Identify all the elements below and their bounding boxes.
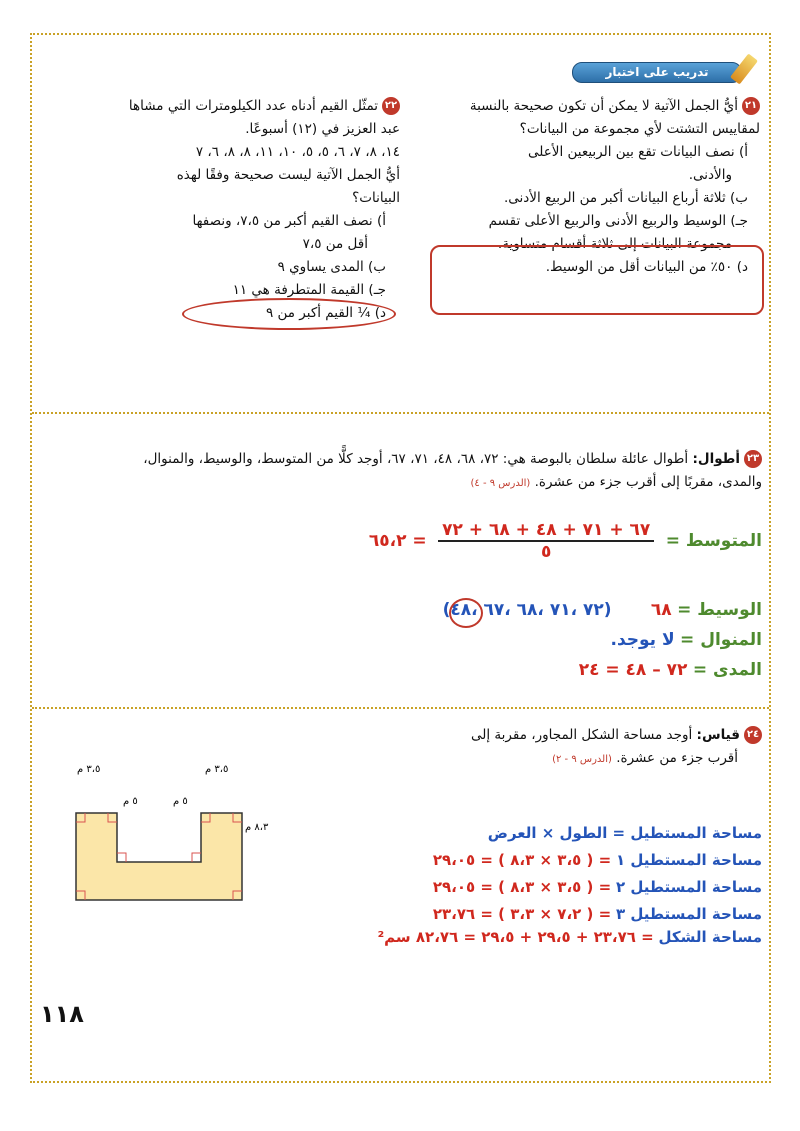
total-area-value: = ٢٣،٧٦ + ٢٩،٥ + ٢٩،٥ = ٨٢،٧٦ سم² <box>377 928 654 946</box>
question-number: ٢١ <box>742 97 760 115</box>
mean-value: = ٦٥،٢ <box>368 531 427 551</box>
range-line <box>300 660 762 680</box>
q24-title: قياس: <box>696 727 740 743</box>
q22-question-1: أيُّ الجمل الآتية ليست صحيحة وفقًا لهذه <box>176 167 400 183</box>
question-24 <box>300 724 762 771</box>
q21-option-d: د) ٥٠٪ من البيانات أقل من الوسيط. <box>545 259 748 275</box>
q21-option-a-1: أ) نصف البيانات تقع بين الربيعين الأعلى <box>527 144 748 160</box>
badge-label: تدريب على اختبار <box>572 62 742 83</box>
section-divider <box>32 412 769 414</box>
lesson-ref: (الدرس ٩ - ٢) <box>552 754 612 765</box>
q21-option-c-2: مجموعة البيانات إلى ثلاثة أقسام متساوية. <box>497 236 732 252</box>
mode-label: المنوال = <box>680 630 762 650</box>
q22-option-a-1: أ) نصف القيم أكبر من ٧،٥، ونصفها <box>192 213 386 229</box>
area-rect-1-value: = ( ٣،٥ × ٨،٣ ) = ٢٩،٠٥ <box>432 851 612 869</box>
mode-value: لا يوجد. <box>610 630 675 650</box>
question-number: ٢٣ <box>744 450 762 468</box>
median-line <box>300 600 762 620</box>
u-shape-drawing <box>75 812 245 902</box>
lesson-ref: (الدرس ٩ - ٤) <box>470 478 531 489</box>
area-rect-3-label: مساحة المستطيل ٣ <box>615 905 762 923</box>
total-area-line <box>40 928 762 946</box>
median-highlight <box>449 598 483 628</box>
fig-inner-left-label: ٥ م <box>123 796 138 807</box>
mean-fraction <box>438 520 654 562</box>
question-number: ٢٤ <box>744 726 762 744</box>
q22-stem-1: تمثّل القيم أدناه عدد الكيلومترات التي مشاها <box>128 98 378 114</box>
total-area-label: مساحة الشكل <box>658 928 762 946</box>
mean-denominator: ٥ <box>541 542 552 562</box>
median-list: (٧٢ ،٧١ ،٦٨ ،٦٧ ،٤٨) <box>442 600 612 620</box>
q22-question-2: البيانات؟ <box>352 190 400 206</box>
q23-stem-1: أطوال عائلة سلطان بالبوصة هي: ٧٢، ٦٨، ٤٨، ٧١، ٦٧، أوجد كلًّا من المتوسط، والوسيط، والمنوال، <box>143 451 689 467</box>
mode-line <box>300 630 762 650</box>
mean-line <box>300 520 762 562</box>
area-solution <box>290 820 762 928</box>
area-rect-2-value: = ( ٣،٥ × ٨،٣ ) = ٢٩،٠٥ <box>432 878 612 896</box>
mean-label: المتوسط = <box>665 531 762 551</box>
fig-inner-right-label: ٥ م <box>173 796 188 807</box>
question-number: ٢٢ <box>382 97 400 115</box>
area-rect-3-value: = ( ٧،٢ × ٣،٣ ) = ٢٣،٧٦ <box>432 905 612 923</box>
q22-option-d: د) ¼ القيم أكبر من ٩ <box>265 305 386 321</box>
answer-highlight <box>430 245 764 315</box>
q21-option-a-2: والأدنى. <box>688 167 732 183</box>
test-practice-badge <box>566 60 756 84</box>
q22-option-c: جـ) القيمة المتطرفة هي ١١ <box>232 282 386 298</box>
answer-highlight <box>182 298 396 330</box>
median-value: ٦٨ <box>650 600 672 620</box>
q22-values: ١٤، ٨، ٧، ٦، ٥، ٥، ١٠، ١١، ٨، ٨، ٦، ٧ <box>195 144 400 160</box>
q21-option-c-1: جـ) الوسيط والربيع الأدنى والربيع الأعلى تقسم <box>488 213 748 229</box>
median-label: الوسيط = <box>677 600 762 620</box>
area-rect-1-label: مساحة المستطيل ١ <box>615 851 762 869</box>
area-formula: مساحة المستطيل = الطول × العرض <box>487 824 762 842</box>
q24-stem-2: أقرب جزء من عشرة. <box>616 750 738 766</box>
range-value: ٧٢ – ٤٨ = ٢٤ <box>578 660 688 680</box>
q22-option-a-2: أقل من ٧،٥ <box>302 236 368 252</box>
question-22 <box>40 95 400 325</box>
q22-stem-2: عبد العزيز في (١٢) أسبوعًا. <box>245 121 400 137</box>
area-rect-2-label: مساحة المستطيل ٢ <box>615 878 762 896</box>
q23-title: أطوال: <box>692 451 740 467</box>
q23-stem-2: والمدى، مقربًا إلى أقرب جزء من عشرة. <box>534 474 762 490</box>
range-label: المدى = <box>692 660 762 680</box>
fig-top-left-label: ٣،٥ م <box>77 764 101 775</box>
q21-stem-1: أيُّ الجمل الآتية لا يمكن أن تكون صحيحة بالنسبة <box>469 98 738 114</box>
q21-stem-2: لمقاييس التشتت لأي مجموعة من البيانات؟ <box>519 121 760 137</box>
fig-side-label: ٨،٣ م <box>245 822 269 833</box>
page-number: ١١٨ <box>40 1000 84 1028</box>
q24-stem-1: أوجد مساحة الشكل المجاور، مقربة إلى <box>471 727 693 743</box>
q22-option-b: ب) المدى يساوي ٩ <box>277 259 386 275</box>
mean-numerator: ٦٧ + ٧١ + ٤٨ + ٦٨ + ٧٢ <box>438 520 654 542</box>
q21-option-b: ب) ثلاثة أرباع البيانات أكبر من الربيع الأدنى. <box>503 190 748 206</box>
fig-top-right-label: ٣،٥ م <box>205 764 229 775</box>
section-divider <box>32 707 769 709</box>
question-23 <box>40 448 762 495</box>
